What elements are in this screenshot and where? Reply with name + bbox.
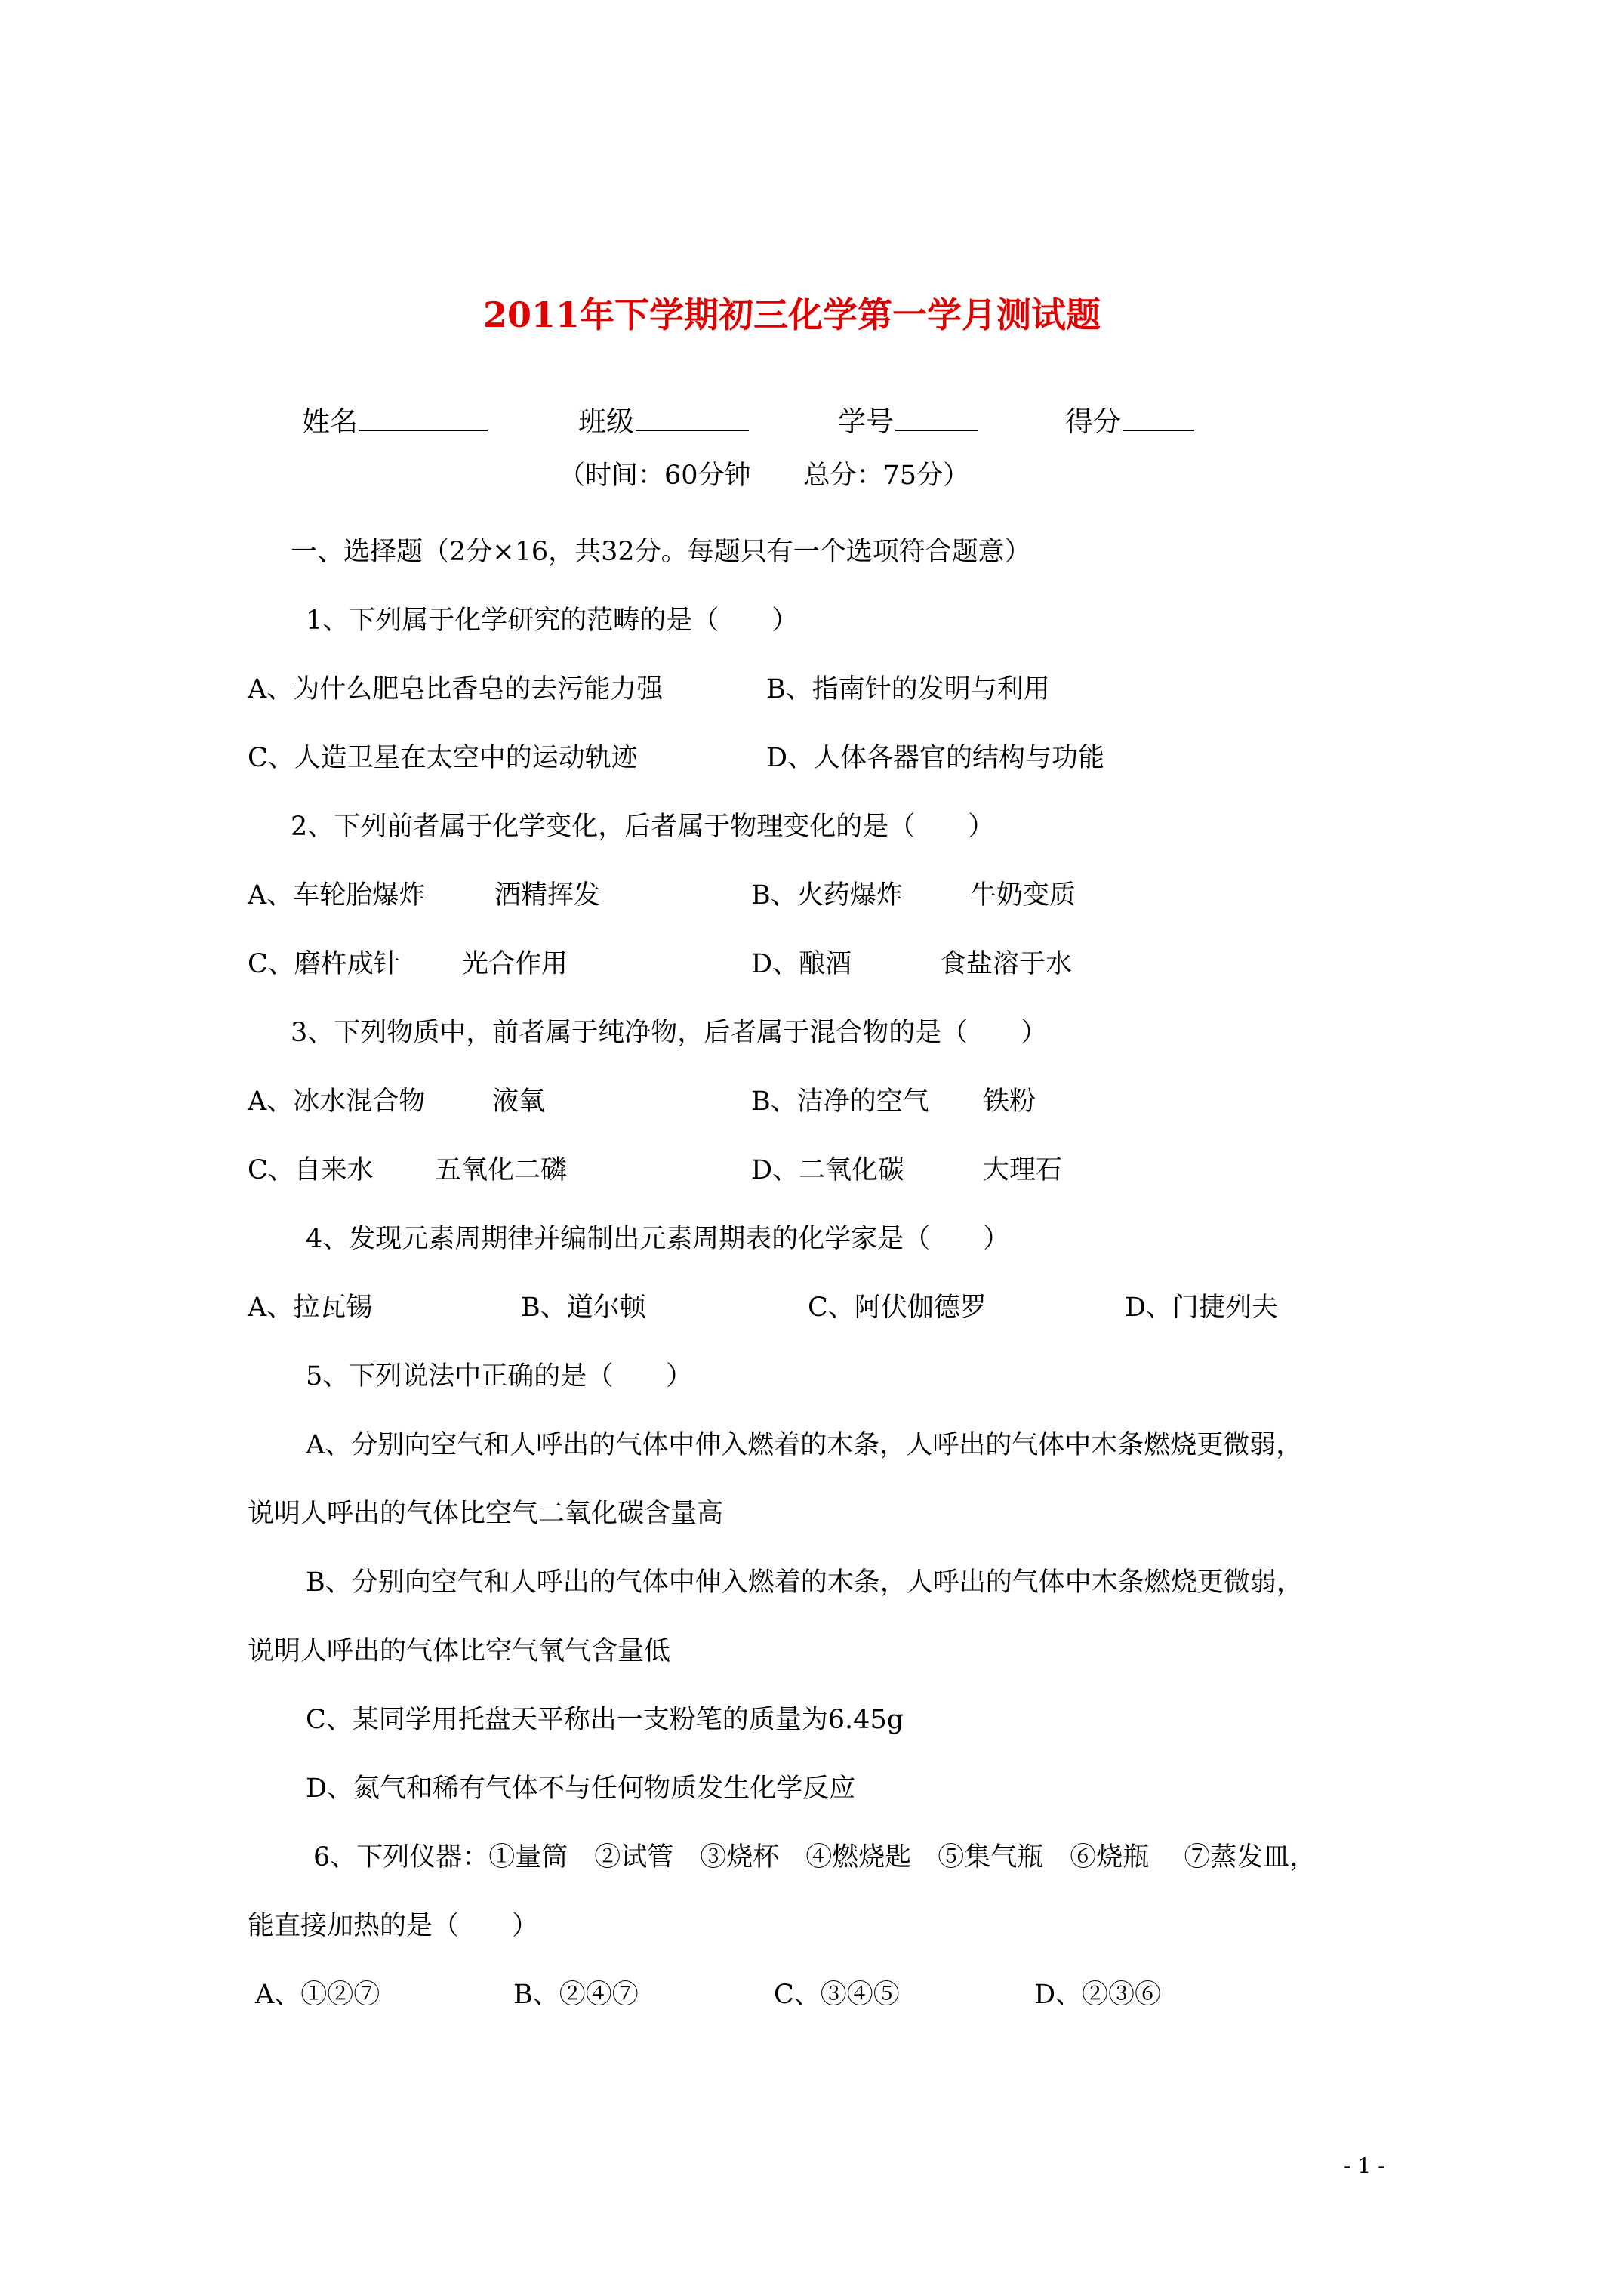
- question-3-option-a-second: 液氧: [492, 1086, 546, 1117]
- class-label: 班级: [578, 405, 634, 438]
- question-6-option-b: B、②④⑦: [513, 1980, 639, 2010]
- question-6-option-a: A、①②⑦: [255, 1980, 380, 2010]
- question-3-option-b: B、洁净的空气: [751, 1086, 929, 1117]
- name-label: 姓名: [302, 405, 358, 438]
- question-3-option-c: C、自来水: [248, 1155, 374, 1185]
- time-note: （时间：60分钟 总分：75分）: [559, 461, 970, 491]
- question-5-option-c: C、某同学用托盘天平称出一支粉笔的质量为6.45g: [306, 1705, 904, 1735]
- question-2-option-b: B、火药爆炸: [751, 880, 903, 911]
- section-heading: 一、选择题（2分×16，共32分。每题只有一个选项符合题意）: [291, 537, 1031, 567]
- question-1-stem: 1、下列属于化学研究的范畴的是（ ）: [306, 606, 799, 636]
- student-info-line: [302, 405, 1194, 439]
- score-label: 得分: [1065, 405, 1121, 438]
- question-4-option-b: B、道尔顿: [521, 1293, 646, 1323]
- question-4-option-c: C、阿伏伽德罗: [808, 1293, 987, 1323]
- question-3-option-d: D、二氧化碳: [751, 1155, 905, 1185]
- question-5-option-b: B、分别向空气和人呼出的气体中伸入燃着的木条，人呼出的气体中木条燃烧更微弱，: [306, 1567, 1303, 1598]
- question-2-option-b-second: 牛奶变质: [970, 880, 1076, 911]
- question-2-option-c: C、磨杵成针: [248, 949, 400, 979]
- score-blank: [1123, 407, 1194, 431]
- question-3-option-c-second: 五氧化二磷: [435, 1155, 568, 1185]
- question-1-option-a: A、为什么肥皂比香皂的去污能力强: [248, 674, 664, 704]
- number-blank: [895, 407, 978, 431]
- question-2-option-d-second: 食盐溶于水: [940, 949, 1073, 979]
- page-title: 2011年下学期初三化学第一学月测试题: [483, 294, 1101, 335]
- question-2-option-a: A、车轮胎爆炸: [248, 880, 426, 911]
- question-3-option-d-second: 大理石: [983, 1155, 1063, 1185]
- question-1-option-b: B、指南针的发明与利用: [766, 674, 1050, 704]
- question-6-option-c: C、③④⑤: [774, 1980, 900, 2010]
- question-2-option-c-second: 光合作用: [462, 949, 568, 979]
- question-1-option-d: D、人体各器官的结构与功能: [766, 743, 1105, 773]
- question-3-option-a: A、冰水混合物: [248, 1086, 426, 1117]
- question-2-stem: 2、下列前者属于化学变化，后者属于物理变化的是（ ）: [291, 812, 995, 842]
- name-blank: [359, 407, 488, 431]
- question-4-option-d: D、门捷列夫: [1125, 1293, 1279, 1323]
- number-label: 学号: [838, 405, 894, 438]
- question-5-option-d: D、氮气和稀有气体不与任何物质发生化学反应: [306, 1774, 856, 1804]
- question-3-option-b-second: 铁粉: [983, 1086, 1036, 1117]
- question-2-option-a-second: 酒精挥发: [494, 880, 601, 911]
- question-5-stem: 5、下列说法中正确的是（ ）: [306, 1361, 693, 1391]
- question-6-stem-continued: 能直接加热的是（ ）: [248, 1911, 539, 1941]
- question-1-option-c: C、人造卫星在太空中的运动轨迹: [248, 743, 638, 773]
- question-3-stem: 3、下列物质中，前者属于纯净物，后者属于混合物的是（ ）: [291, 1018, 1048, 1048]
- question-5-option-a-continued: 说明人呼出的气体比空气二氧化碳含量高: [248, 1499, 724, 1529]
- question-2-option-d: D、酿酒: [751, 949, 852, 979]
- question-4-option-a: A、拉瓦锡: [248, 1293, 373, 1323]
- question-5-option-a: A、分别向空气和人呼出的气体中伸入燃着的木条，人呼出的气体中木条燃烧更微弱，: [306, 1430, 1303, 1460]
- class-blank: [636, 407, 749, 431]
- question-6-stem: 6、下列仪器：①量筒 ②试管 ③烧杯 ④燃烧匙 ⑤集气瓶 ⑥烧瓶 ⑦蒸发皿，: [313, 1842, 1317, 1872]
- page-number: - 1 -: [1344, 2153, 1385, 2178]
- question-5-option-b-continued: 说明人呼出的气体比空气氧气含量低: [248, 1636, 671, 1666]
- question-4-stem: 4、发现元素周期律并编制出元素周期表的化学家是（ ）: [306, 1224, 1010, 1254]
- question-6-option-d: D、②③⑥: [1034, 1980, 1162, 2010]
